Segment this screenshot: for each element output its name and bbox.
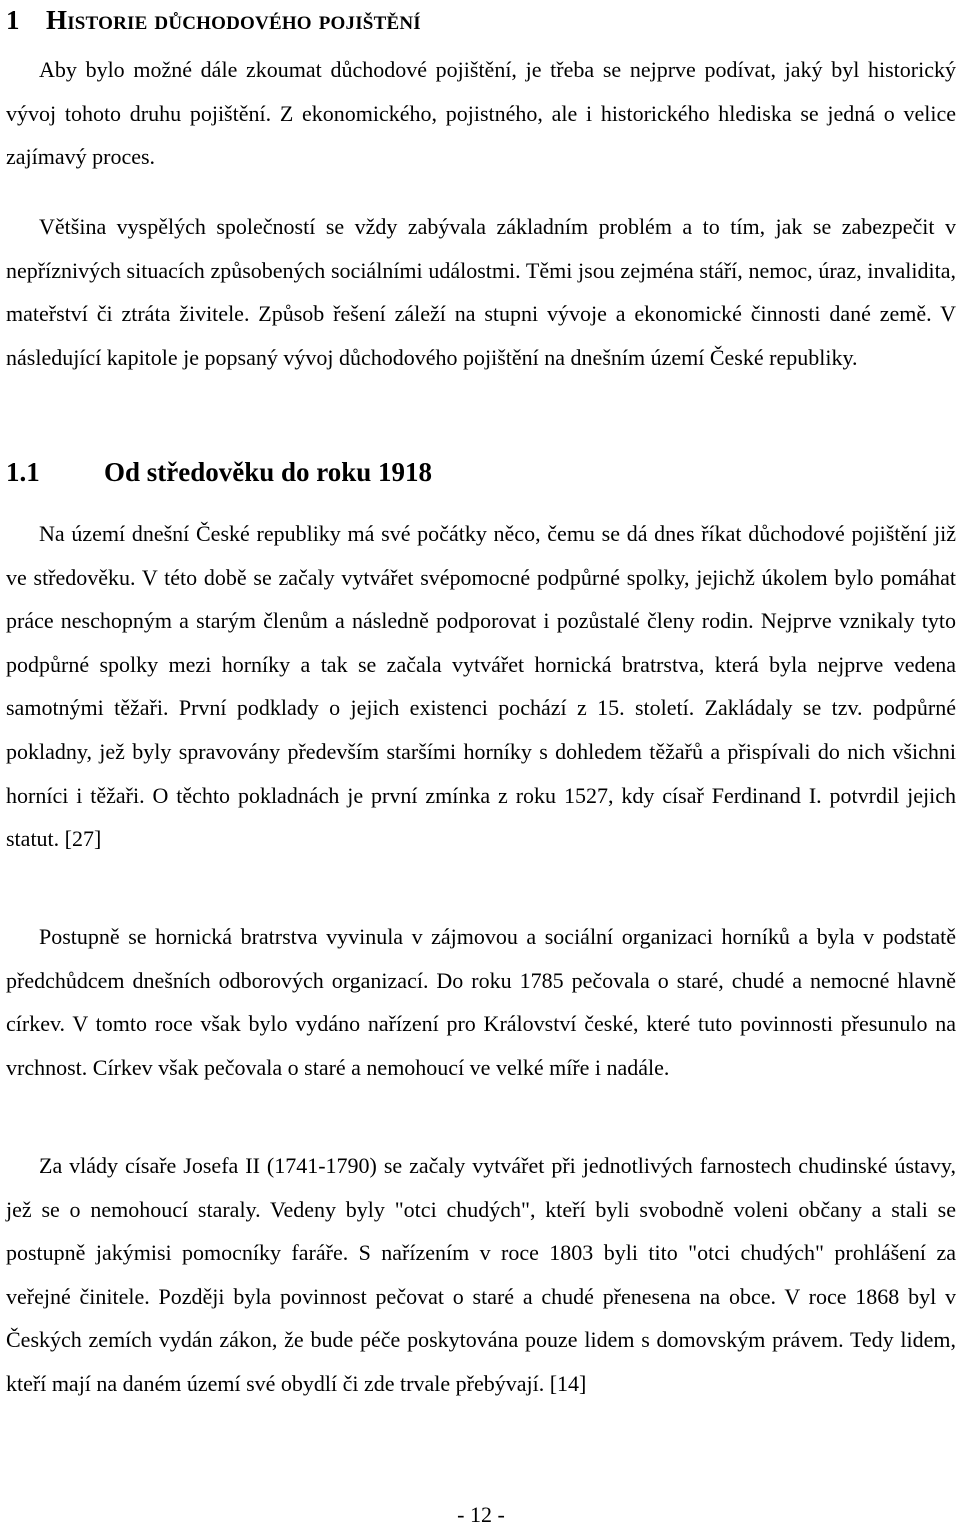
section-heading <box>6 452 432 492</box>
paragraph-section-2: Postupně se hornická bratrstva vyvinula v zájmovou a sociální organizaci horníků a byla v podstatě předchůdcem dnešních odborových organizací. Do roku 1785 pečovala o staré, chudé a nemocné hlavně církev. V tomto roce však bylo vydáno nařízení pro Království české, které tuto povinnosti přesunulo na vrchnost. Církev však pečovala o staré a nemohoucí ve velké míře i nadále. <box>6 924 956 1080</box>
paragraph-intro-2: Většina vyspělých společností se vždy zabývala základním problém a to tím, jak se zabezpečit v nepříznivých situacích způsobených sociálními událostmi. Těmi jsou zejména stáří, nemoc, úraz, invalidita, mateřství či ztráta živitele. Způsob řešení záleží na stupni vývoje a ekonomické činnosti dané země. V následující kapitole je popsaný vývoj důchodového pojištění na dnešním území České republiky. <box>6 214 956 370</box>
paragraph-section-3: Za vlády císaře Josefa II (1741-1790) se začaly vytvářet při jednotlivých farnostech chudinské ústavy, jež se o nemohoucí staraly. Vedeny byly "otci chudých", kteří byli svobodně voleni občany a stali se postupně jakýmisi pomocníky faráře. S nařízením v roce 1803 byli tito "otci chudých" prohlášení za veřejné činitele. Později byla povinnost pečovat o staré a chudé přenesena na obce. V roce 1868 byl v Českých zemích vydán zákon, že bude péče poskytována pouze lidem s domovským právem. Tedy lidem, kteří mají na daném území své obydlí či zde trvale přebývají. [14] <box>6 1153 956 1396</box>
section-title: Od středověku do roku 1918 <box>104 457 433 487</box>
paragraph-intro-1: Aby bylo možné dále zkoumat důchodové pojištění, je třeba se nejprve podívat, jaký byl historický vývoj tohoto druhu pojištění. Z ekonomického, pojistného, ale i historického hlediska se jedná o velice zajímavý proces. <box>6 57 956 170</box>
paragraph-section-1: Na území dnešní České republiky má své počátky něco, čemu se dá dnes říkat důchodové pojištění již ve středověku. V této době se začaly vytvářet svépomocné podpůrné spolky, jejichž úkolem bylo pomáhat práce neschopným a starým členům a následně podporovat i pozůstalé členy rodin. Nejprve vznikaly tyto podpůrné spolky mezi horníky a tak se začala vytvářet hornická bratrstva, která byla nejprve vedena samotnými těžaři. První podklady o jejich existenci pochází z 15. století. Zakládaly se tzv. podpůrné pokladny, jež byly spravovány především staršími horníky s dohledem těžařů a přispívali do nich všichni horníci i těžaři. O těchto pokladnách je první zmínka z roku 1527, kdy císař Ferdinand I. potvrdil jejich statut. [27] <box>6 521 956 852</box>
chapter-heading <box>6 2 421 38</box>
section-number: 1.1 <box>6 457 40 487</box>
chapter-number: 1 <box>6 5 20 35</box>
page-number: - 12 - <box>457 1502 505 1527</box>
chapter-title: Historie důchodového pojištění <box>46 5 421 35</box>
